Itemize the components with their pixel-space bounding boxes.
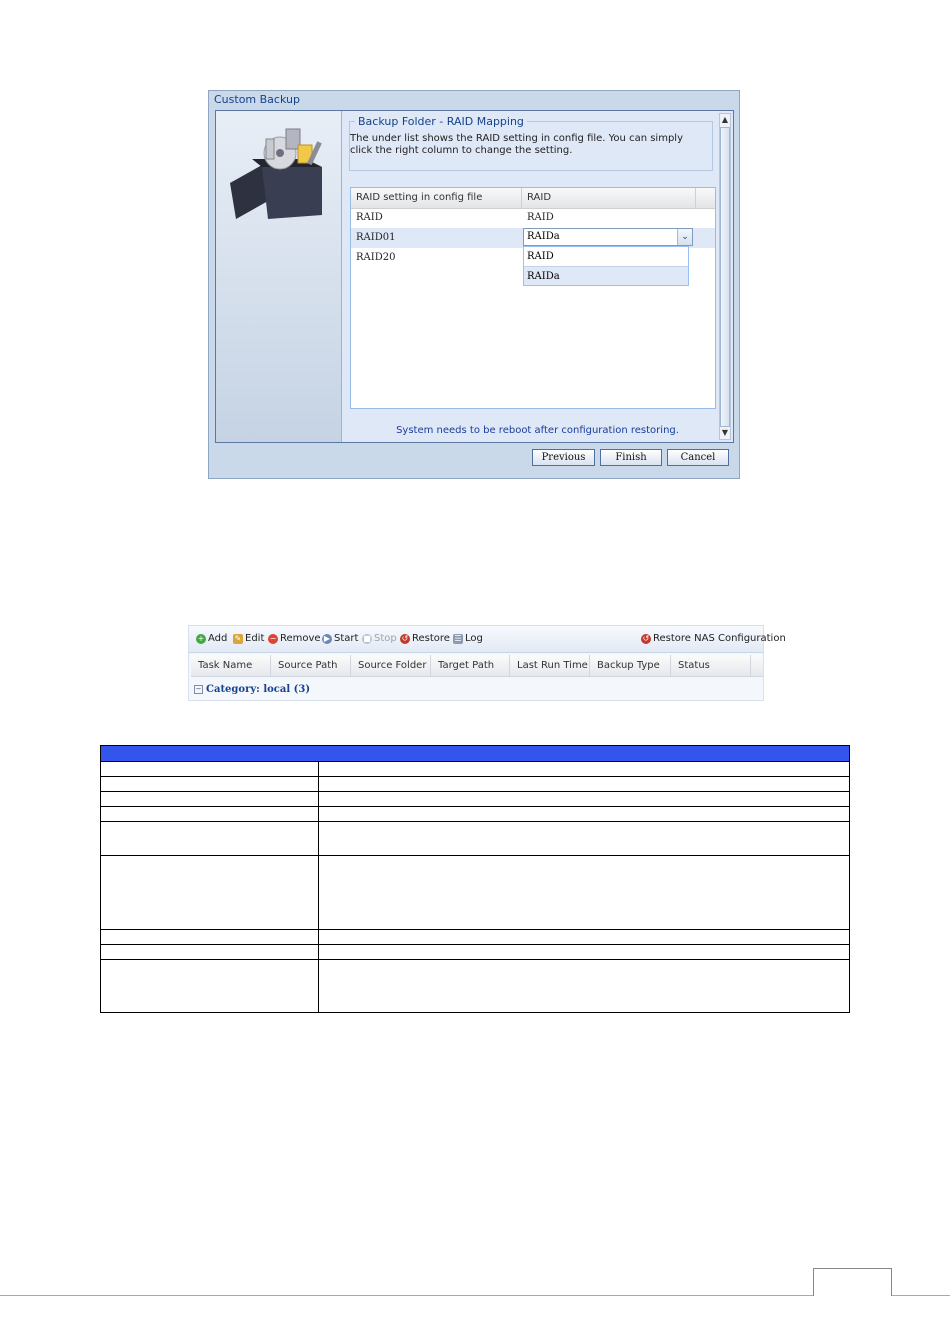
log-icon: ☰ bbox=[454, 633, 462, 643]
row-divider bbox=[101, 776, 849, 777]
reference-table bbox=[100, 745, 850, 1013]
column-header-backup-type[interactable]: Backup Type bbox=[590, 655, 671, 676]
scroll-down-icon[interactable]: ▼ bbox=[721, 428, 729, 437]
add-button[interactable] bbox=[196, 633, 227, 644]
row-divider bbox=[101, 821, 849, 822]
column-header-last-run-time[interactable]: Last Run Time bbox=[510, 655, 590, 676]
remove-label: Remove bbox=[280, 633, 321, 644]
row-divider bbox=[101, 929, 849, 930]
restore-icon: ↺ bbox=[401, 633, 409, 643]
finish-button[interactable]: Finish bbox=[600, 449, 662, 466]
restore-button[interactable] bbox=[400, 633, 450, 644]
table-row[interactable] bbox=[351, 208, 715, 228]
stop-icon: ■ bbox=[363, 633, 371, 643]
config-raid-cell: RAID01 bbox=[356, 232, 396, 243]
raid-mapping-legend: Backup Folder - RAID Mapping bbox=[358, 115, 524, 128]
footer-rule bbox=[0, 1295, 813, 1296]
scrollbar-thumb[interactable] bbox=[720, 127, 730, 427]
pencil-icon: ✎ bbox=[234, 633, 242, 643]
row-divider bbox=[101, 855, 849, 856]
stop-label: Stop bbox=[374, 633, 397, 644]
category-group-row[interactable] bbox=[194, 684, 310, 695]
collapse-icon[interactable]: − bbox=[195, 685, 202, 693]
backup-toolbar bbox=[189, 626, 786, 653]
raid-select-value: RAIDa bbox=[527, 231, 560, 242]
cancel-button[interactable]: Cancel bbox=[667, 449, 729, 466]
config-raid-cell: RAID bbox=[356, 212, 383, 223]
previous-button[interactable]: Previous bbox=[532, 449, 595, 466]
dialog-side-panel bbox=[216, 111, 342, 442]
page-number-box bbox=[813, 1268, 892, 1296]
column-header-source-folder[interactable]: Source Folder bbox=[351, 655, 431, 676]
plus-icon: + bbox=[197, 633, 205, 643]
raid-mapping-grid bbox=[350, 187, 716, 409]
start-label: Start bbox=[334, 633, 359, 644]
dialog-scrollbar[interactable] bbox=[719, 113, 731, 440]
dialog-content bbox=[342, 111, 733, 442]
row-divider bbox=[101, 944, 849, 945]
dialog-title: Custom Backup bbox=[214, 93, 300, 106]
config-raid-cell: RAID20 bbox=[356, 252, 396, 263]
raid-cell[interactable]: RAID bbox=[527, 212, 554, 223]
column-header-task-name[interactable]: Task Name bbox=[191, 655, 271, 676]
grid-header bbox=[351, 188, 715, 209]
table-header-bar bbox=[101, 746, 849, 762]
add-label: Add bbox=[208, 633, 228, 644]
stop-button[interactable] bbox=[362, 633, 397, 644]
row-divider bbox=[101, 959, 849, 960]
scroll-up-icon[interactable]: ▲ bbox=[721, 115, 729, 124]
restore-nas-label: Restore NAS Configuration bbox=[653, 633, 786, 644]
dialog-body bbox=[215, 110, 734, 443]
raid-option[interactable]: RAIDa bbox=[524, 266, 688, 285]
footer-rule bbox=[892, 1295, 950, 1296]
row-divider bbox=[101, 791, 849, 792]
column-header-config[interactable]: RAID setting in config file bbox=[351, 188, 522, 208]
reboot-notice: System needs to be reboot after configuration restoring. bbox=[396, 425, 679, 436]
column-header-source-path[interactable]: Source Path bbox=[271, 655, 351, 676]
log-button[interactable] bbox=[453, 633, 483, 644]
category-label: Category: local (3) bbox=[206, 684, 311, 695]
column-header-status[interactable]: Status bbox=[671, 655, 751, 676]
column-header-target-path[interactable]: Target Path bbox=[431, 655, 510, 676]
minus-icon: − bbox=[269, 633, 277, 643]
raid-dropdown-list bbox=[523, 246, 689, 286]
restore-icon: ↺ bbox=[642, 633, 650, 643]
remove-button[interactable] bbox=[268, 633, 321, 644]
column-divider bbox=[318, 761, 319, 1012]
backup-box-icon bbox=[222, 123, 334, 219]
start-button[interactable] bbox=[322, 633, 358, 644]
backup-grid-header bbox=[191, 655, 763, 677]
raid-mapping-description: The under list shows the RAID setting in config file. You can simply click the right column to change the setting. bbox=[350, 133, 683, 156]
backup-task-panel bbox=[188, 625, 786, 701]
chevron-down-icon[interactable]: ⌄ bbox=[677, 229, 692, 245]
restore-label: Restore bbox=[412, 633, 450, 644]
raid-select[interactable] bbox=[523, 228, 693, 246]
raid-option[interactable]: RAID bbox=[527, 251, 554, 262]
edit-button[interactable] bbox=[233, 633, 264, 644]
restore-nas-config-button[interactable] bbox=[641, 633, 786, 644]
play-icon: ▶ bbox=[323, 633, 331, 643]
log-label: Log bbox=[465, 633, 483, 644]
custom-backup-dialog bbox=[208, 90, 740, 479]
row-divider bbox=[101, 806, 849, 807]
edit-label: Edit bbox=[245, 633, 265, 644]
column-header-raid[interactable]: RAID bbox=[522, 188, 696, 208]
